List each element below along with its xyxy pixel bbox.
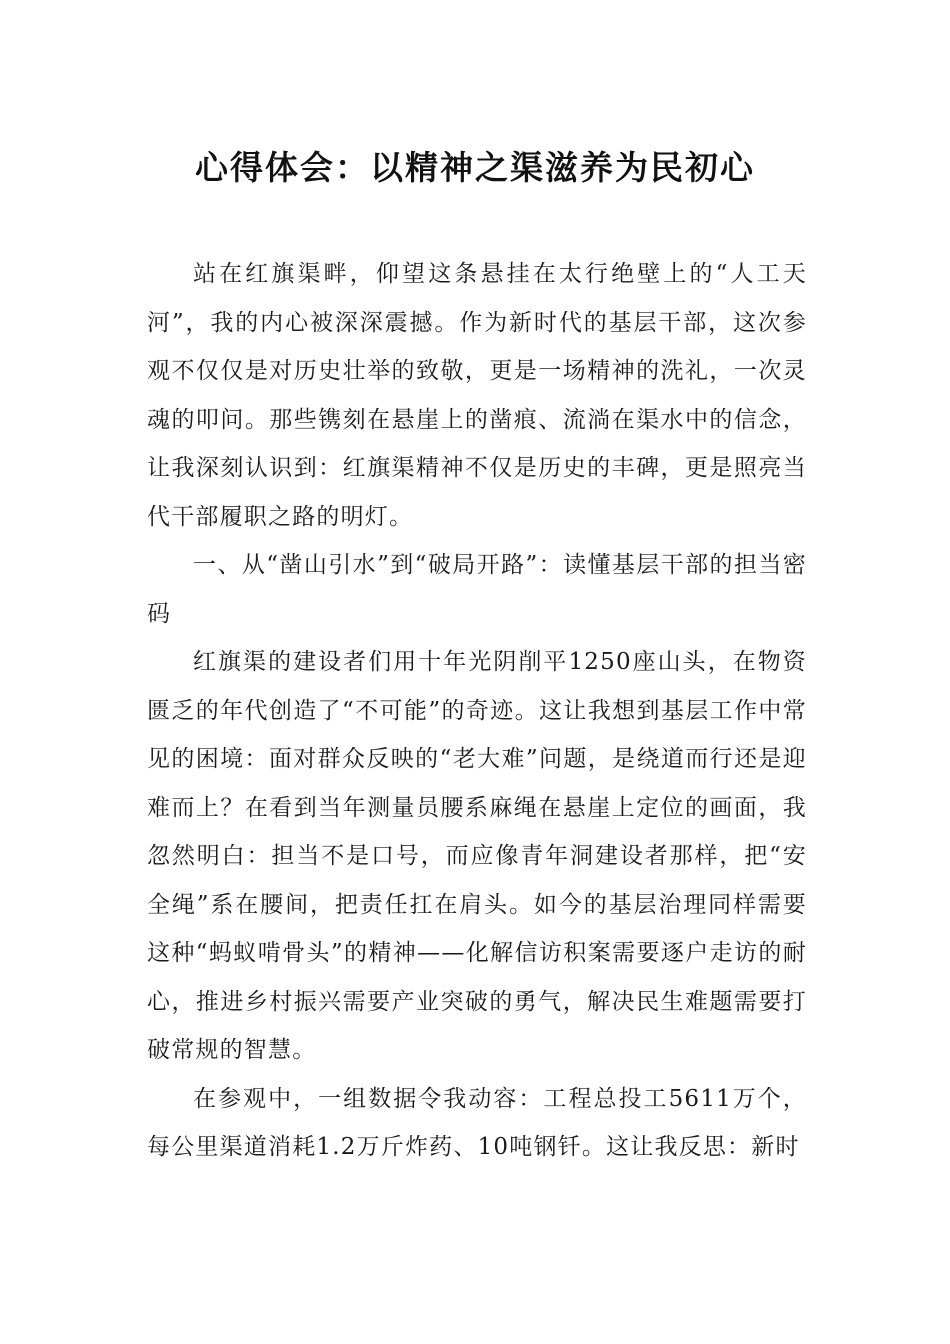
paragraph-2: 红旗渠的建设者们用十年光阴削平1250座山头，在物资匮乏的年代创造了“不可能”的奇迹。这让我想到基层工作中常见的困境：面对群众反映的“老大难”问题，是绕道而行还是迎难而上？在看到当年测量员腰系麻绳在悬崖上定位的画面，我忽然明白：担当不是口号，而应像青年洞建设者那样，把“安全绳”系在腰间，把责任扛在肩头。如今的基层治理同样需要这种“蚂蚁啃骨头”的精神——化解信访积案需要逐户走访的耐心，推进乡村振兴需要产业突破的勇气，解决民生难题需要打破常规的智慧。 bbox=[147, 649, 807, 1063]
section-heading-1: 一、从“凿山引水”到“破局开路”：读懂基层干部的担当密码 bbox=[147, 552, 807, 627]
document-title: 心得体会：以精神之渠滋养为民初心 bbox=[195, 148, 755, 187]
document-body bbox=[147, 250, 807, 1172]
paragraph-3: 在参观中，一组数据令我动容：工程总投工5611万个，每公里渠道消耗1.2万斤炸药、10吨钢钎。这让我反思：新时 bbox=[147, 1085, 807, 1160]
paragraph-intro: 站在红旗渠畔，仰望这条悬挂在太行绝壁上的“人工天河”，我的内心被深深震撼。作为新时代的基层干部，这次参观不仅仅是对历史壮举的致敬，更是一场精神的洗礼，一次灵魂的叩问。那些镌刻在悬崖上的凿痕、流淌在渠水中的信念，让我深刻认识到：红旗渠精神不仅是历史的丰碑，更是照亮当代干部履职之路的明灯。 bbox=[147, 261, 807, 530]
